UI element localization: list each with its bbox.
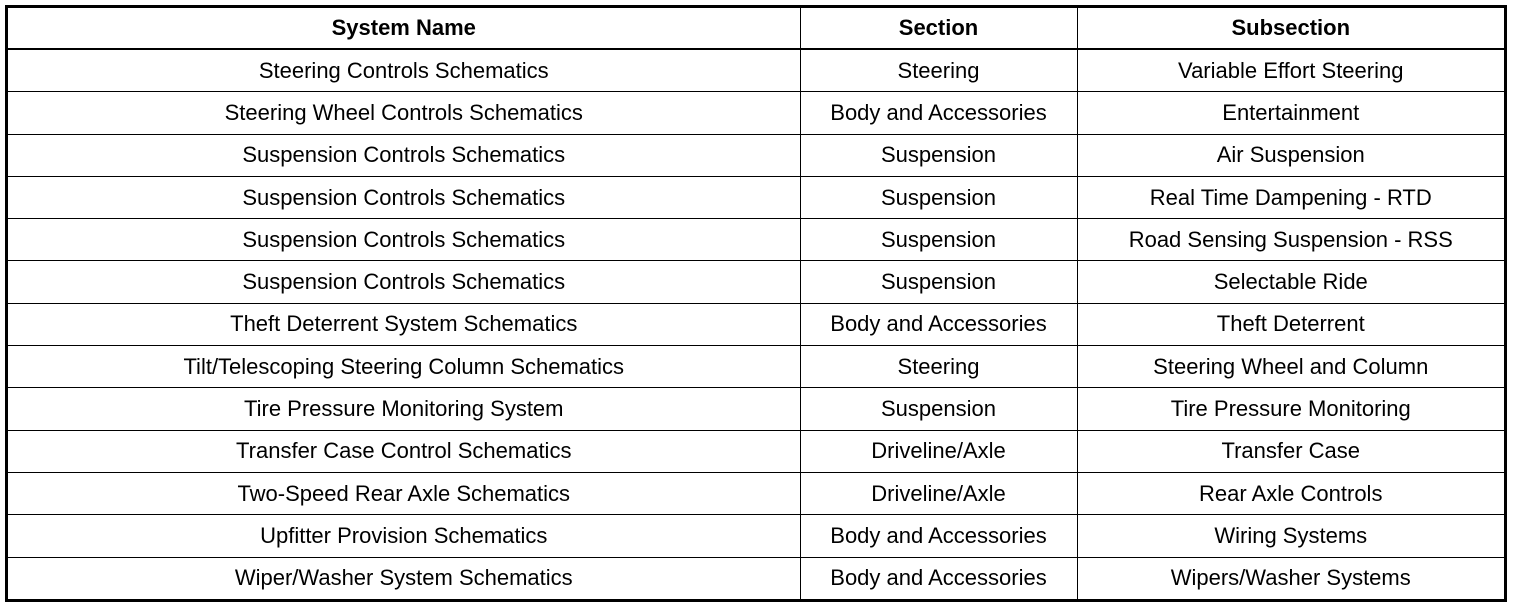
cell-subsection: Theft Deterrent (1077, 303, 1504, 345)
table-row (8, 219, 1504, 261)
cell-subsection: Real Time Dampening - RTD (1077, 176, 1504, 218)
cell-system-name: Tire Pressure Monitoring System (8, 388, 800, 430)
cell-system-name: Upfitter Provision Schematics (8, 515, 800, 557)
cell-system-name: Suspension Controls Schematics (8, 176, 800, 218)
cell-subsection: Transfer Case (1077, 430, 1504, 472)
table-row (8, 515, 1504, 557)
cell-system-name: Suspension Controls Schematics (8, 219, 800, 261)
table-header-row (8, 8, 1504, 49)
cell-system-name: Steering Controls Schematics (8, 49, 800, 92)
column-header-subsection: Subsection (1077, 8, 1504, 49)
cell-section: Driveline/Axle (800, 430, 1077, 472)
table-row (8, 303, 1504, 345)
cell-section: Suspension (800, 261, 1077, 303)
table-row (8, 261, 1504, 303)
cell-subsection: Tire Pressure Monitoring (1077, 388, 1504, 430)
cell-section: Steering (800, 49, 1077, 92)
column-header-system-name: System Name (8, 8, 800, 49)
cell-subsection: Wiring Systems (1077, 515, 1504, 557)
cell-section: Suspension (800, 388, 1077, 430)
cell-system-name: Two-Speed Rear Axle Schematics (8, 472, 800, 514)
cell-section: Driveline/Axle (800, 472, 1077, 514)
table-body (8, 49, 1504, 599)
table-row (8, 557, 1504, 599)
cell-system-name: Wiper/Washer System Schematics (8, 557, 800, 599)
cell-system-name: Transfer Case Control Schematics (8, 430, 800, 472)
cell-section: Steering (800, 346, 1077, 388)
cell-system-name: Suspension Controls Schematics (8, 261, 800, 303)
cell-system-name: Tilt/Telescoping Steering Column Schematics (8, 346, 800, 388)
cell-section: Suspension (800, 176, 1077, 218)
cell-subsection: Road Sensing Suspension - RSS (1077, 219, 1504, 261)
cell-subsection: Air Suspension (1077, 134, 1504, 176)
cell-system-name: Suspension Controls Schematics (8, 134, 800, 176)
cell-subsection: Entertainment (1077, 92, 1504, 134)
table-row (8, 430, 1504, 472)
cell-section: Suspension (800, 134, 1077, 176)
table-header (8, 8, 1504, 49)
cell-section: Body and Accessories (800, 557, 1077, 599)
column-header-section: Section (800, 8, 1077, 49)
cell-section: Body and Accessories (800, 92, 1077, 134)
table-row (8, 92, 1504, 134)
table-row (8, 49, 1504, 92)
table-row (8, 388, 1504, 430)
cell-system-name: Theft Deterrent System Schematics (8, 303, 800, 345)
cell-subsection: Rear Axle Controls (1077, 472, 1504, 514)
cell-subsection: Selectable Ride (1077, 261, 1504, 303)
cell-system-name: Steering Wheel Controls Schematics (8, 92, 800, 134)
cell-subsection: Wipers/Washer Systems (1077, 557, 1504, 599)
table-row (8, 176, 1504, 218)
schematics-index-table (8, 8, 1504, 599)
cell-subsection: Variable Effort Steering (1077, 49, 1504, 92)
cell-section: Body and Accessories (800, 515, 1077, 557)
table-row (8, 472, 1504, 514)
table-row (8, 346, 1504, 388)
cell-subsection: Steering Wheel and Column (1077, 346, 1504, 388)
cell-section: Suspension (800, 219, 1077, 261)
cell-section: Body and Accessories (800, 303, 1077, 345)
schematics-index-table-frame (5, 5, 1507, 602)
table-row (8, 134, 1504, 176)
